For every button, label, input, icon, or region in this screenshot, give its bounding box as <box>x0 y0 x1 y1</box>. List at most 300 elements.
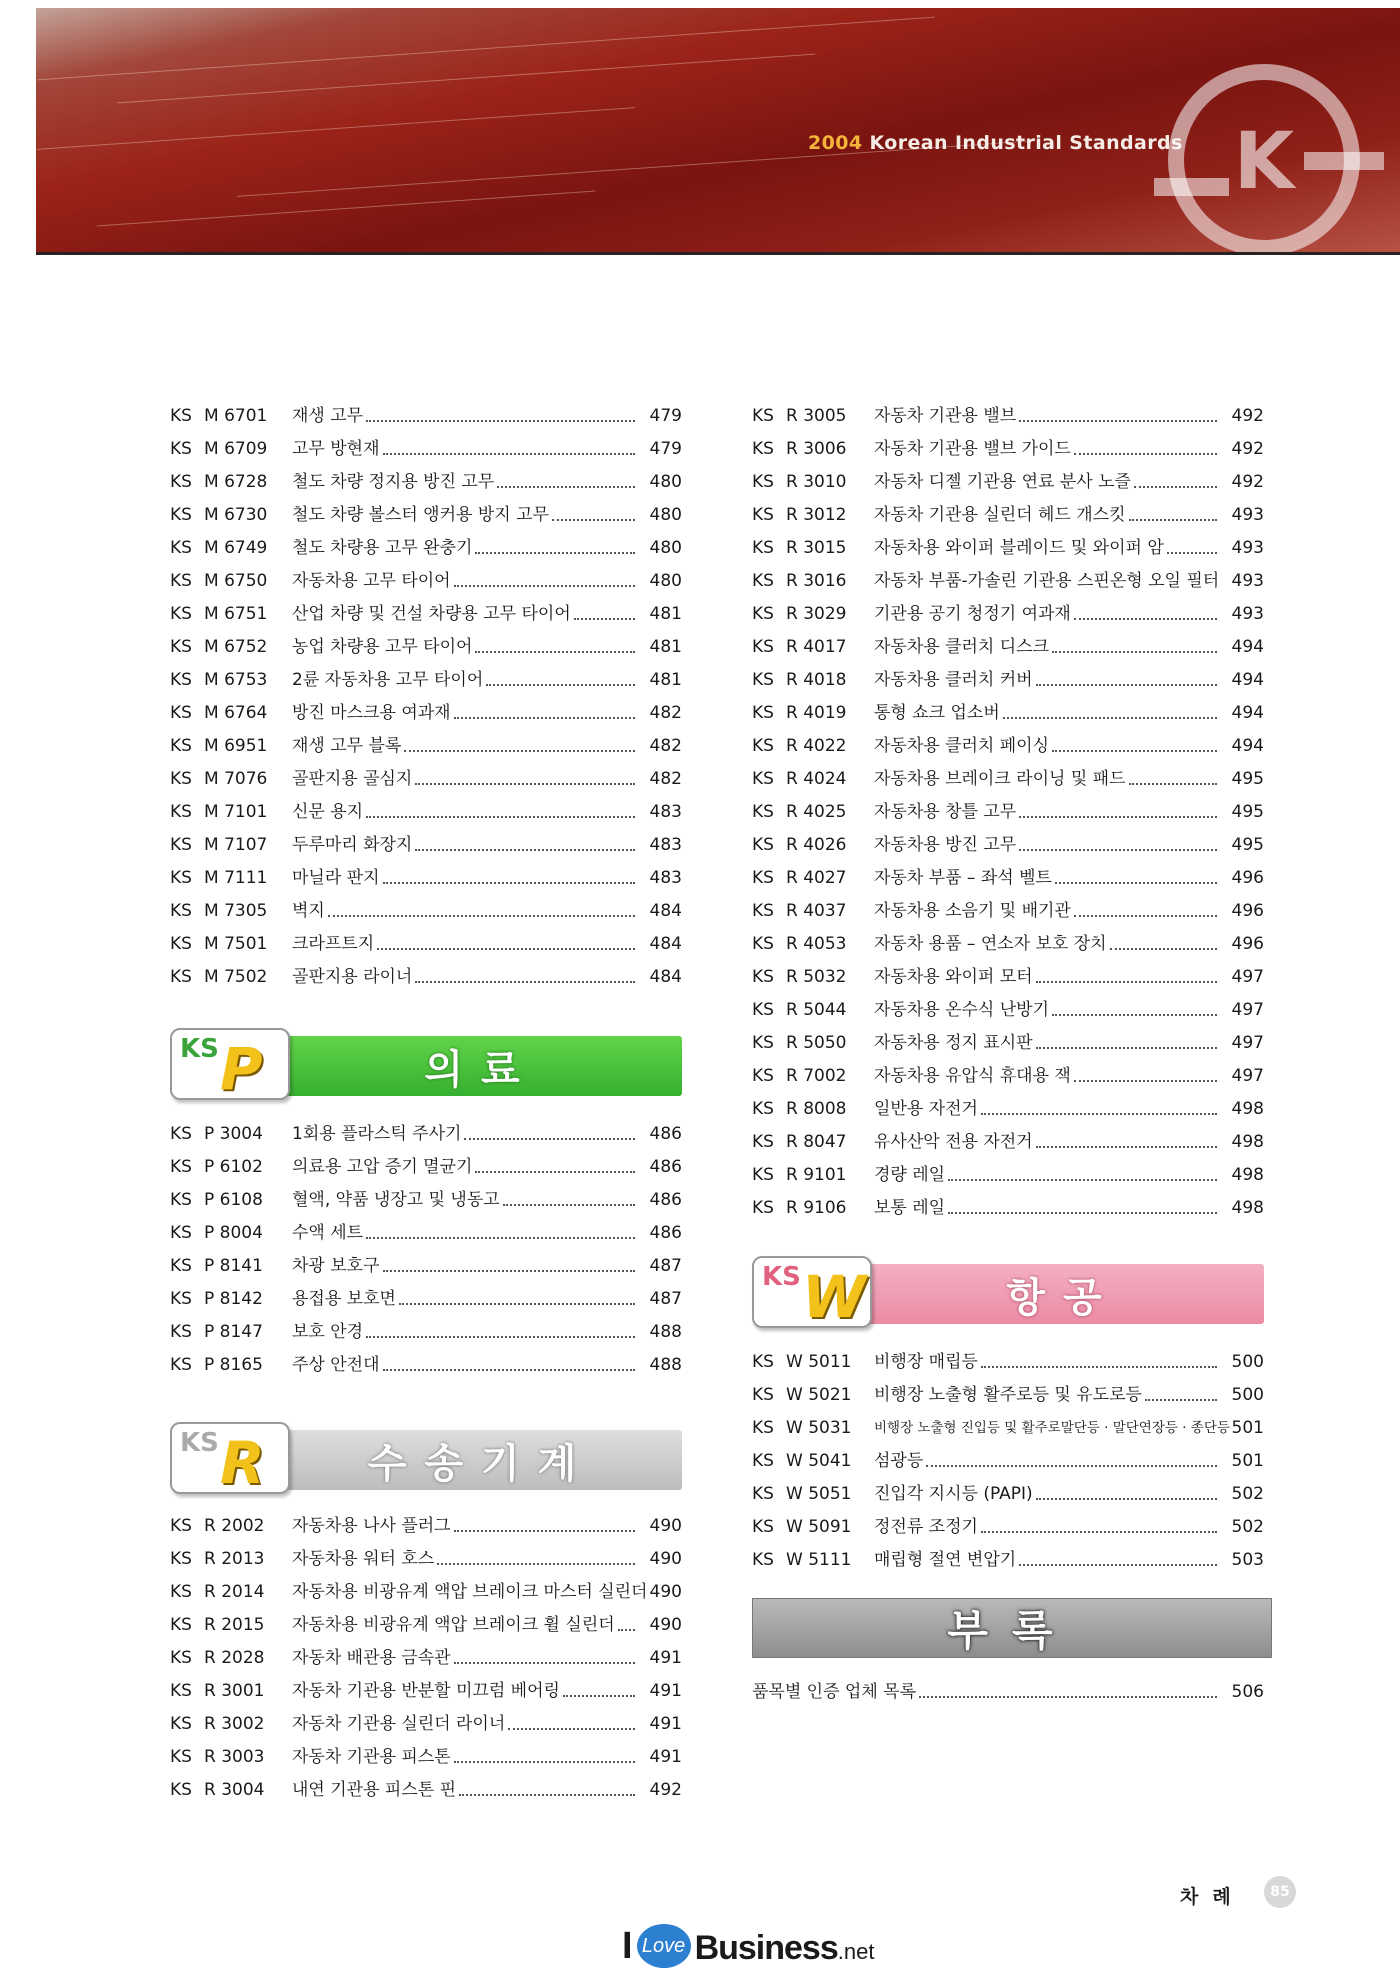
ks-badge-letter: W <box>802 1263 866 1331</box>
toc-row[interactable] <box>170 1774 682 1807</box>
toc-code: M 6750 <box>204 571 268 591</box>
toc-code: R 3015 <box>786 538 847 558</box>
dot-leader <box>1110 928 1217 950</box>
toc-ks: KS <box>170 1157 192 1177</box>
toc-row[interactable] <box>170 1316 682 1349</box>
toc-code: M 6749 <box>204 538 268 558</box>
toc-page: 501 <box>1231 1451 1264 1471</box>
dot-leader <box>366 1217 635 1239</box>
toc-row[interactable] <box>752 400 1264 433</box>
toc-code: M 7101 <box>204 802 268 822</box>
toc-title-wrap <box>292 1609 638 1642</box>
toc-row[interactable] <box>752 1093 1264 1126</box>
toc-title-wrap <box>292 697 638 730</box>
toc-row[interactable] <box>752 631 1264 664</box>
toc-row[interactable] <box>170 928 682 961</box>
toc-title: 용접용 보호면 <box>292 1289 396 1309</box>
toc-title-wrap <box>292 829 638 862</box>
toc-row[interactable] <box>752 1412 1264 1445</box>
toc-page: 492 <box>1231 439 1264 459</box>
dot-leader <box>383 1250 635 1272</box>
toc-title-wrap <box>874 1445 1220 1478</box>
toc-ks: KS <box>170 1289 192 1309</box>
dot-leader <box>437 1543 635 1565</box>
toc-row[interactable] <box>752 664 1264 697</box>
toc-title: 2륜 자동차용 고무 타이어 <box>292 670 484 690</box>
toc-page: 506 <box>1231 1682 1264 1702</box>
toc-code: R 4053 <box>786 934 847 954</box>
dot-leader <box>552 499 635 521</box>
toc-page: 503 <box>1231 1550 1264 1570</box>
dot-leader <box>377 928 635 950</box>
toc-row[interactable] <box>170 1184 682 1217</box>
toc-title: 자동차 기관용 반분할 미끄럼 베어링 <box>292 1681 560 1701</box>
left-column <box>170 400 682 1800</box>
toc-ks: KS <box>170 703 192 723</box>
toc-row[interactable] <box>752 994 1264 1027</box>
toc-row[interactable] <box>170 1543 682 1576</box>
toc-code: M 7502 <box>204 967 268 987</box>
toc-ks: KS <box>752 505 774 525</box>
section-title: 의료 <box>280 1036 682 1096</box>
dot-leader <box>1052 994 1217 1016</box>
toc-title-wrap <box>292 1184 638 1217</box>
toc-page: 487 <box>649 1256 682 1276</box>
toc-title: 비행장 노출형 진입등 및 활주로말단등 · 말단연장등 · 종단등 <box>874 1420 1230 1436</box>
dot-leader <box>1036 1027 1217 1049</box>
toc-title: 차광 보호구 <box>292 1256 380 1276</box>
dot-leader <box>1019 829 1217 851</box>
toc-code: M 6752 <box>204 637 268 657</box>
toc-row[interactable] <box>752 1346 1264 1379</box>
toc-title-wrap <box>874 664 1220 697</box>
toc-title: 1회용 플라스틱 주사기 <box>292 1124 462 1144</box>
toc-code: R 4018 <box>786 670 847 690</box>
toc-page: 484 <box>649 967 682 987</box>
brand-love: Love <box>637 1924 691 1968</box>
toc-code: R 3010 <box>786 472 847 492</box>
toc-page: 493 <box>1231 571 1264 591</box>
toc-page: 495 <box>1231 769 1264 789</box>
brand-net: .net <box>837 1939 875 1964</box>
toc-code: R 3003 <box>204 1747 265 1767</box>
dot-leader <box>475 532 635 554</box>
toc-code: R 5050 <box>786 1033 847 1053</box>
toc-title: 자동차용 고무 타이어 <box>292 571 451 591</box>
toc-code: W 5021 <box>786 1385 852 1405</box>
toc-ks: KS <box>752 1099 774 1119</box>
toc-page: 480 <box>649 538 682 558</box>
toc-ks: KS <box>752 769 774 789</box>
toc-title-wrap <box>292 466 638 499</box>
toc-ks: KS <box>752 1066 774 1086</box>
toc-code: R 2013 <box>204 1549 265 1569</box>
dot-leader <box>503 1184 635 1206</box>
toc-row[interactable] <box>752 1126 1264 1159</box>
toc-row[interactable] <box>752 598 1264 631</box>
toc-title: 자동차용 나사 플러그 <box>292 1516 451 1536</box>
toc-ks: KS <box>170 1516 192 1536</box>
section-header-transport <box>170 1422 682 1497</box>
toc-ks: KS <box>170 1714 192 1734</box>
toc-ks: KS <box>170 868 192 888</box>
toc-page: 494 <box>1231 637 1264 657</box>
toc-code: W 5041 <box>786 1451 852 1471</box>
toc-row[interactable] <box>170 1349 682 1382</box>
toc-page: 500 <box>1231 1385 1264 1405</box>
toc-title: 비행장 매립등 <box>874 1352 978 1372</box>
toc-row[interactable] <box>752 763 1264 796</box>
toc-title: 신문 용지 <box>292 802 364 822</box>
toc-row[interactable] <box>170 565 682 598</box>
dot-leader <box>454 697 635 719</box>
toc-row[interactable] <box>170 466 682 499</box>
toc-row[interactable] <box>752 1445 1264 1478</box>
toc-title: 진입각 지시등 (PAPI) <box>874 1484 1033 1504</box>
toc-ks: KS <box>752 1198 774 1218</box>
toc-ks: KS <box>170 1549 192 1569</box>
toc-code: W 5051 <box>786 1484 852 1504</box>
toc-row[interactable] <box>752 961 1264 994</box>
toc-page: 493 <box>1231 505 1264 525</box>
toc-page: 496 <box>1231 901 1264 921</box>
toc-title-wrap <box>874 433 1220 466</box>
toc-code: P 3004 <box>204 1124 263 1144</box>
toc-title: 크라프트지 <box>292 934 375 954</box>
toc-row[interactable] <box>170 499 682 532</box>
toc-row[interactable] <box>752 466 1264 499</box>
toc-row[interactable] <box>170 730 682 763</box>
toc-title: 보통 레일 <box>874 1198 946 1218</box>
dot-leader <box>1074 1060 1217 1082</box>
dot-leader <box>919 1676 1217 1698</box>
toc-row[interactable] <box>170 862 682 895</box>
toc-page: 480 <box>649 505 682 525</box>
toc-code: M 7305 <box>204 901 268 921</box>
toc-row[interactable] <box>752 1027 1264 1060</box>
toc-row[interactable] <box>752 433 1264 466</box>
toc-code: R 4022 <box>786 736 847 756</box>
toc-code: R 4025 <box>786 802 847 822</box>
toc-page: 495 <box>1231 802 1264 822</box>
toc-page: 481 <box>649 637 682 657</box>
dot-leader <box>948 1192 1217 1214</box>
toc-code: R 4017 <box>786 637 847 657</box>
toc-title-wrap <box>874 1478 1220 1511</box>
toc-code: M 7501 <box>204 934 268 954</box>
toc-title: 자동차 용품 – 연소자 보호 장치 <box>874 934 1107 954</box>
toc-title-wrap <box>292 499 638 532</box>
toc-ks: KS <box>752 934 774 954</box>
toc-title-wrap <box>292 1217 638 1250</box>
toc-row[interactable] <box>170 598 682 631</box>
toc-ks: KS <box>170 1747 192 1767</box>
toc-title-wrap <box>752 1676 1220 1709</box>
toc-ks: KS <box>752 538 774 558</box>
toc-page: 501 <box>1231 1418 1264 1438</box>
toc-page: 498 <box>1231 1099 1264 1119</box>
toc-title-wrap <box>292 1774 638 1807</box>
toc-code: R 3001 <box>204 1681 265 1701</box>
toc-ks: KS <box>170 736 192 756</box>
toc-row[interactable] <box>170 1250 682 1283</box>
toc-row[interactable] <box>752 1478 1264 1511</box>
toc-row[interactable] <box>170 829 682 862</box>
toc-code: P 8004 <box>204 1223 263 1243</box>
toc-title: 내연 기관용 피스톤 핀 <box>292 1780 457 1800</box>
list-ks-w <box>752 1346 1264 1577</box>
toc-code: W 5091 <box>786 1517 852 1537</box>
ks-badge-letter: P <box>220 1035 263 1103</box>
toc-row[interactable] <box>752 1192 1264 1225</box>
dot-leader <box>1036 664 1217 686</box>
toc-row[interactable] <box>170 796 682 829</box>
toc-ks: KS <box>752 637 774 657</box>
dot-leader <box>1074 598 1217 620</box>
toc-page: 481 <box>649 670 682 690</box>
dot-leader <box>497 466 635 488</box>
toc-title-wrap <box>292 1118 638 1151</box>
toc-title: 정전류 조정기 <box>874 1517 978 1537</box>
toc-title: 일반용 자전거 <box>874 1099 978 1119</box>
toc-code: R 3002 <box>204 1714 265 1734</box>
toc-page: 497 <box>1231 1066 1264 1086</box>
toc-page: 496 <box>1231 934 1264 954</box>
toc-row[interactable] <box>752 862 1264 895</box>
toc-title-wrap <box>292 1349 638 1382</box>
header-banner <box>36 8 1400 255</box>
toc-title: 보호 안경 <box>292 1322 364 1342</box>
dot-leader <box>948 1159 1217 1181</box>
ks-badge <box>170 1422 290 1497</box>
toc-row[interactable] <box>752 697 1264 730</box>
toc-title: 자동차 기관용 밸브 가이드 <box>874 439 1071 459</box>
dot-leader <box>1074 895 1217 917</box>
toc-row[interactable] <box>752 730 1264 763</box>
toc-page: 487 <box>649 1289 682 1309</box>
dot-leader <box>399 1283 635 1305</box>
toc-title: 유사산악 전용 자전거 <box>874 1132 1033 1152</box>
toc-title: 자동차용 브레이크 라이닝 및 패드 <box>874 769 1126 789</box>
toc-row[interactable] <box>170 1217 682 1250</box>
toc-ks: KS <box>752 1517 774 1537</box>
toc-title: 자동차용 유압식 휴대용 잭 <box>874 1066 1071 1086</box>
toc-code: P 6102 <box>204 1157 263 1177</box>
toc-ks: KS <box>752 670 774 690</box>
toc-row[interactable] <box>170 895 682 928</box>
toc-title-wrap <box>874 499 1220 532</box>
toc-ks: KS <box>752 1418 774 1438</box>
toc-ks: KS <box>170 934 192 954</box>
dot-leader <box>1134 466 1217 488</box>
toc-row[interactable] <box>170 400 682 433</box>
toc-row[interactable] <box>170 1510 682 1543</box>
toc-row[interactable] <box>752 1060 1264 1093</box>
toc-title-wrap <box>874 1544 1220 1577</box>
toc-ks: KS <box>752 1000 774 1020</box>
toc-ks: KS <box>752 868 774 888</box>
toc-title-wrap <box>292 433 638 466</box>
toc-title: 골판지용 골심지 <box>292 769 413 789</box>
toc-title-wrap <box>874 1159 1220 1192</box>
toc-row[interactable] <box>170 961 682 994</box>
toc-title: 자동차용 워터 호스 <box>292 1549 435 1569</box>
toc-row[interactable] <box>752 796 1264 829</box>
toc-code: R 5044 <box>786 1000 847 1020</box>
toc-page: 491 <box>649 1747 682 1767</box>
toc-code: R 2015 <box>204 1615 265 1635</box>
toc-title: 자동차 배관용 금속관 <box>292 1648 451 1668</box>
ks-logo-letter: K <box>1233 117 1295 207</box>
right-column <box>752 400 1264 1570</box>
toc-code: R 3029 <box>786 604 847 624</box>
banner-title-text: Korean Industrial Standards <box>869 132 1183 154</box>
toc-ks: KS <box>170 637 192 657</box>
toc-title: 자동차 기관용 실린더 라이너 <box>292 1714 506 1734</box>
toc-ks: KS <box>170 670 192 690</box>
toc-title: 철도 차량 볼스터 앵커용 방지 고무 <box>292 505 549 525</box>
toc-row[interactable] <box>752 565 1264 598</box>
toc-title-wrap <box>292 1510 638 1543</box>
list-ks-p <box>170 1118 682 1382</box>
section-header-medical <box>170 1028 682 1103</box>
toc-title-wrap <box>874 763 1220 796</box>
toc-ks: KS <box>752 571 774 591</box>
dot-leader <box>415 961 635 983</box>
toc-row[interactable] <box>752 928 1264 961</box>
toc-ks: KS <box>752 1165 774 1185</box>
toc-code: M 6764 <box>204 703 268 723</box>
toc-title-wrap <box>292 1642 638 1675</box>
toc-page: 502 <box>1231 1517 1264 1537</box>
toc-page: 492 <box>649 1780 682 1800</box>
toc-page: 482 <box>649 769 682 789</box>
toc-row[interactable] <box>170 1609 682 1642</box>
toc-page: 495 <box>1231 835 1264 855</box>
toc-ks: KS <box>170 439 192 459</box>
toc-title: 자동차용 클러치 커버 <box>874 670 1033 690</box>
toc-page: 492 <box>1231 406 1264 426</box>
toc-page: 491 <box>649 1714 682 1734</box>
toc-row[interactable] <box>170 433 682 466</box>
toc-ks: KS <box>752 967 774 987</box>
toc-row[interactable] <box>170 1675 682 1708</box>
toc-title: 벽지 <box>292 901 325 921</box>
toc-row[interactable] <box>752 829 1264 862</box>
toc-title-wrap <box>874 829 1220 862</box>
toc-ks: KS <box>752 406 774 426</box>
dot-leader <box>454 1741 635 1763</box>
toc-page: 481 <box>649 604 682 624</box>
toc-title: 자동차 기관용 실린더 헤드 개스킷 <box>874 505 1126 525</box>
toc-row[interactable] <box>752 499 1264 532</box>
toc-title-wrap <box>874 466 1220 499</box>
dot-leader <box>926 1445 1217 1467</box>
toc-ks: KS <box>170 472 192 492</box>
toc-row[interactable] <box>170 1283 682 1316</box>
section-title: 항공 <box>862 1264 1264 1324</box>
toc-row-appendix[interactable] <box>752 1676 1264 1709</box>
dot-leader <box>1036 961 1217 983</box>
toc-page: 494 <box>1231 736 1264 756</box>
dot-leader <box>618 1609 635 1631</box>
toc-row[interactable] <box>752 895 1264 928</box>
toc-code: M 6701 <box>204 406 268 426</box>
toc-row[interactable] <box>170 1642 682 1675</box>
toc-page: 497 <box>1231 1000 1264 1020</box>
toc-title: 재생 고무 블록 <box>292 736 402 756</box>
ks-badge-label: KS <box>180 1428 219 1458</box>
toc-row[interactable] <box>170 697 682 730</box>
toc-title: 자동차용 와이퍼 블레이드 및 와이퍼 암 <box>874 538 1164 558</box>
ks-badge <box>170 1028 290 1103</box>
toc-row[interactable] <box>170 1118 682 1151</box>
toc-ks: KS <box>170 1190 192 1210</box>
toc-code: R 9106 <box>786 1198 847 1218</box>
toc-row[interactable] <box>752 1544 1264 1577</box>
list-ks-r-left <box>170 1510 682 1807</box>
toc-title: 골판지용 라이너 <box>292 967 413 987</box>
dot-leader <box>981 1346 1217 1368</box>
toc-title: 품목별 인증 업체 목록 <box>752 1682 917 1702</box>
brand-i: I <box>622 1925 633 1967</box>
toc-code: M 6751 <box>204 604 268 624</box>
toc-title: 재생 고무 <box>292 406 364 426</box>
toc-title: 혈액, 약품 냉장고 및 냉동고 <box>292 1190 500 1210</box>
toc-title-wrap <box>292 1675 638 1708</box>
toc-title: 섬광등 <box>874 1451 924 1471</box>
toc-title-wrap <box>874 697 1220 730</box>
toc-ks: KS <box>170 1681 192 1701</box>
toc-row[interactable] <box>752 1379 1264 1412</box>
dot-leader <box>464 1118 635 1140</box>
toc-row[interactable] <box>170 532 682 565</box>
toc-page: 502 <box>1231 1484 1264 1504</box>
toc-title-wrap <box>874 994 1220 1027</box>
toc-row[interactable] <box>752 1511 1264 1544</box>
toc-title-wrap <box>874 1093 1220 1126</box>
toc-row[interactable] <box>752 532 1264 565</box>
toc-row[interactable] <box>170 1576 682 1609</box>
toc-page: 484 <box>649 901 682 921</box>
toc-ks: KS <box>752 439 774 459</box>
toc-page: 491 <box>649 1681 682 1701</box>
toc-title: 자동차용 창틀 고무 <box>874 802 1017 822</box>
toc-row[interactable] <box>752 1159 1264 1192</box>
toc-ks: KS <box>752 604 774 624</box>
toc-code: M 6709 <box>204 439 268 459</box>
toc-row[interactable] <box>170 1151 682 1184</box>
toc-ks: KS <box>170 967 192 987</box>
toc-row[interactable] <box>170 631 682 664</box>
dot-leader <box>1036 1126 1217 1148</box>
toc-row[interactable] <box>170 664 682 697</box>
toc-row[interactable] <box>170 1741 682 1774</box>
toc-page: 498 <box>1231 1198 1264 1218</box>
toc-ks: KS <box>752 1451 774 1471</box>
toc-title-wrap <box>874 961 1220 994</box>
toc-code: P 8165 <box>204 1355 263 1375</box>
toc-code: R 4027 <box>786 868 847 888</box>
toc-title: 비행장 노출형 활주로등 및 유도로등 <box>874 1385 1142 1405</box>
toc-title: 산업 차량 및 건설 차량용 고무 타이어 <box>292 604 571 624</box>
toc-title-wrap <box>874 1379 1220 1412</box>
toc-code: R 3005 <box>786 406 847 426</box>
toc-row[interactable] <box>170 763 682 796</box>
toc-title: 기관용 공기 청정기 여과재 <box>874 604 1071 624</box>
toc-row[interactable] <box>170 1708 682 1741</box>
toc-code: M 6753 <box>204 670 268 690</box>
